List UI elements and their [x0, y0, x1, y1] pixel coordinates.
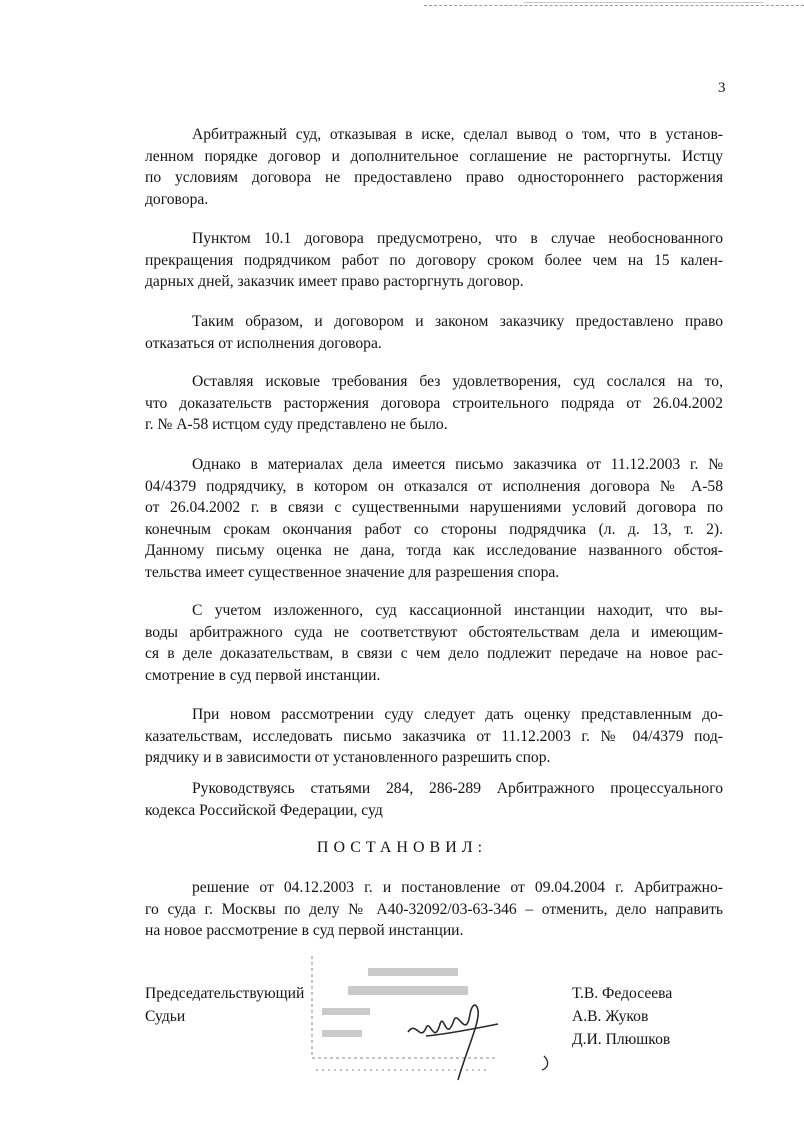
paragraph-3 [145, 311, 723, 354]
text-line: С учетом изложенного, суд кассационной инстанции находит, что вы- [192, 602, 723, 619]
text-line: г. № А-58 истцом суду представлено не было. [145, 416, 448, 433]
signature-names [572, 982, 672, 1051]
text-line: го суда г. Москвы по делу № А40-32092/03-63-346 – отменить, дело направить [145, 900, 723, 918]
scan-artifact-line [524, 2, 764, 3]
text-line: Пунктом 10.1 договора предусмотрено, что в случае необоснованного [192, 230, 723, 247]
text-line: ся в деле доказательствам, в связи с чем дело подлежит передаче на новое рас- [145, 645, 723, 662]
text-line: что доказательств расторжения договора строительного подряда от 26.04.2002 [145, 394, 723, 412]
paragraph-8 [145, 778, 723, 821]
text-line: от 26.04.2002 г. в связи с существенными нарушениями условий договора по [145, 499, 723, 516]
paragraph-7 [145, 704, 723, 769]
text-line: по условиям договора не предоставлено право одностороннего расторжения [145, 169, 723, 186]
role-judges: Судьи [145, 1008, 186, 1025]
paragraph-6 [145, 600, 723, 686]
resolution-text [145, 877, 723, 942]
paragraph-4 [145, 371, 723, 436]
text-line: Арбитражный суд, отказывая в иске, сделал вывод о том, что в установ- [192, 126, 723, 143]
text-line: Оставляя исковые требования без удовлетворения, суд сослался на то, [192, 373, 723, 390]
scan-artifact-dashed-line [424, 5, 804, 6]
text-line: Руководствуясь статьями 284, 286-289 Арбитражного процессуального [192, 780, 723, 797]
paragraph-1 [145, 124, 723, 210]
text-line: При новом рассмотрении суду следует дать оценку представленным до- [192, 706, 723, 723]
page-number: 3 [718, 80, 726, 96]
text-line: ленном порядке договор и дополнительное соглашение не расторгнуты. Истцу [145, 147, 723, 165]
judge-name: Т.В. Федосеева [572, 985, 673, 1002]
text-line: конечным срокам окончания работ со стороны подрядчика (л. д. 13, т. 2). [145, 520, 723, 538]
judge-name: Д.И. Плюшков [572, 1031, 671, 1048]
text-line: Однако в материалах дела имеется письмо заказчика от 11.12.2003 г. № [192, 456, 723, 473]
text-line: рядчику и в зависимости от установленного разрешить спор. [145, 749, 551, 766]
text-line: отказаться от исполнения договора. [145, 334, 382, 352]
stamp-and-signature-graphic [308, 950, 556, 1090]
text-line: прекращения подрядчиком работ по договору сроком более чем на 15 кален- [145, 251, 723, 269]
paragraph-2 [145, 228, 723, 293]
text-line: смотрение в суд первой инстанции. [145, 666, 381, 684]
text-line: Данному письму оценка не дана, тогда как исследование названного обстоя- [145, 542, 723, 559]
text-line: 04/4379 подрядчику, в котором он отказался от исполнения договора № А-58 [145, 477, 723, 495]
text-line: казательствам, исследовать письмо заказчика от 11.12.2003 г. № 04/4379 под- [145, 727, 723, 745]
text-line: решение от 04.12.2003 г. и постановление от 09.04.2004 г. Арбитражно- [192, 879, 723, 896]
text-line: тельства имеет существенное значение для разрешения спора. [145, 563, 560, 581]
judge-name: А.В. Жуков [572, 1008, 649, 1025]
text-line: договора. [145, 190, 209, 208]
text-line: дарных дней, заказчик имеет право расторгнуть договор. [145, 273, 524, 290]
role-presiding: Председательствующий [145, 985, 305, 1002]
text-line: на новое рассмотрение в суд первой инстанции. [145, 922, 464, 939]
paragraph-5 [145, 454, 723, 583]
signature-roles [145, 982, 304, 1028]
text-line: Таким образом, и договором и законом заказчику предоставлено право [192, 313, 723, 330]
resolution-heading: ПОСТАНОВИЛ: [316, 839, 488, 856]
text-line: кодекса Российской Федерации, суд [145, 801, 383, 819]
text-line: воды арбитражного суда не соответствуют обстоятельствам дела и имеющим- [145, 623, 723, 641]
